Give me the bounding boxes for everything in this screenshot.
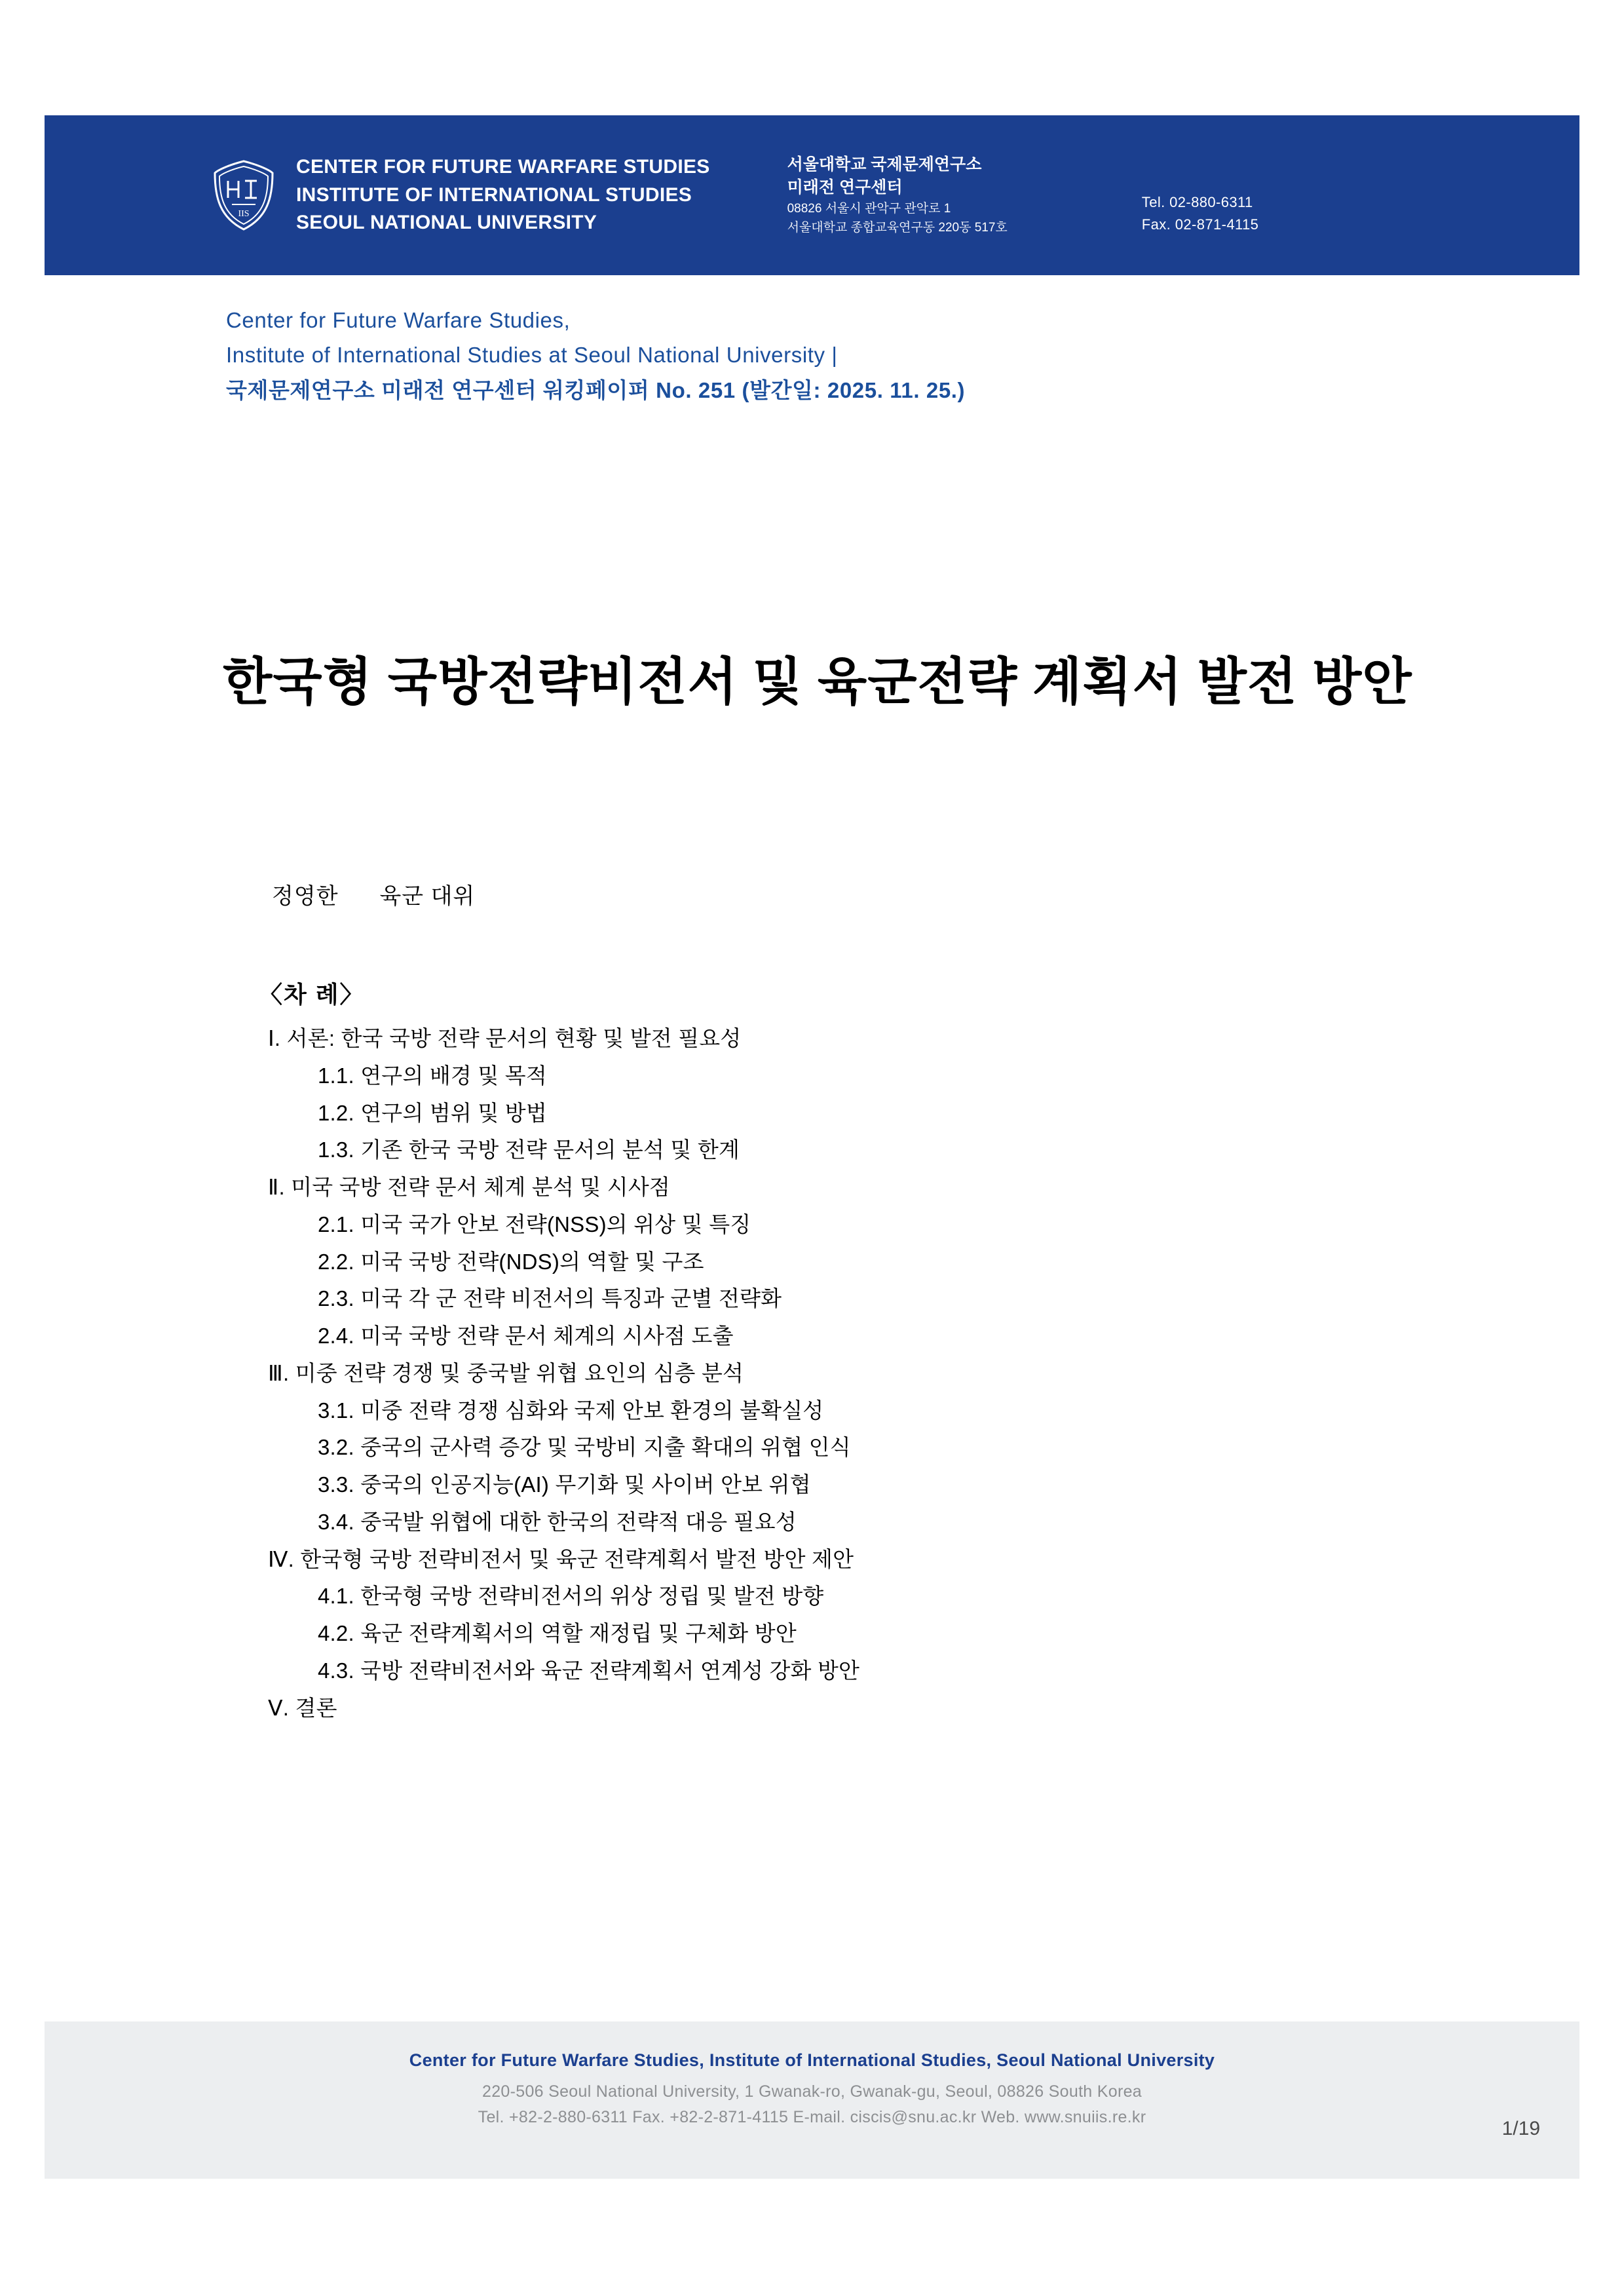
toc-item[interactable]: 2.1. 미국 국가 안보 전략(NSS)의 위상 및 특징 bbox=[318, 1212, 751, 1236]
toc-item[interactable]: Ⅲ. 미중 전략 경쟁 및 중국발 위협 요인의 심층 분석 bbox=[268, 1360, 744, 1385]
address-building: 서울대학교 종합교육연구동 220동 517호 bbox=[787, 221, 1008, 235]
address-street: 08826 서울시 관악구 관악로 1 bbox=[787, 202, 951, 216]
org-line-1: CENTER FOR FUTURE WARFARE STUDIES bbox=[296, 156, 710, 178]
toc-item[interactable]: 1.3. 기존 한국 국방 전략 문서의 분석 및 한계 bbox=[318, 1138, 740, 1162]
toc-item[interactable]: 3.1. 미중 전략 경쟁 심화와 국제 안보 환경의 불확실성 bbox=[318, 1398, 824, 1423]
page-number: 1/19 bbox=[1501, 2118, 1540, 2139]
toc-item[interactable]: 1.1. 연구의 배경 및 목적 bbox=[318, 1063, 547, 1088]
toc-item[interactable]: 2.2. 미국 국방 전략(NDS)의 역할 및 구조 bbox=[318, 1249, 704, 1274]
author-name: 정영한 bbox=[272, 884, 339, 909]
document-header-bar bbox=[45, 115, 1579, 275]
toc-item[interactable]: 3.4. 중국발 위협에 대한 한국의 전략적 대응 필요성 bbox=[318, 1509, 797, 1534]
toc-item[interactable]: 4.2. 육군 전략계획서의 역할 재정립 및 구체화 방안 bbox=[318, 1621, 797, 1645]
organization-name-block bbox=[296, 153, 710, 237]
toc-item[interactable]: 2.4. 미국 국방 전략 문서 체계의 시사점 도출 bbox=[318, 1324, 734, 1348]
toc-item[interactable]: 4.3. 국방 전략비전서와 육군 전략계획서 연계성 강화 방안 bbox=[318, 1658, 860, 1683]
toc-item[interactable]: Ⅱ. 미국 국방 전략 문서 체계 분석 및 시사점 bbox=[268, 1175, 671, 1199]
toc-item[interactable]: Ⅰ. 서론: 한국 국방 전략 문서의 현황 및 발전 필요성 bbox=[268, 1026, 742, 1050]
toc-item[interactable]: 3.3. 중국의 인공지능(AI) 무기화 및 사이버 안보 위협 bbox=[318, 1472, 811, 1497]
author-affiliation: 육군 대위 bbox=[379, 884, 476, 909]
toc-heading: 〈차 례〉 bbox=[259, 981, 365, 1008]
footer-content bbox=[45, 2021, 1579, 2127]
ident-line-2: Institute of International Studies at Seoul National University | bbox=[226, 343, 838, 368]
header-content bbox=[45, 153, 1579, 237]
footer-title: Center for Future Warfare Studies, Institute of International Studies, Seoul National University bbox=[409, 2050, 1215, 2070]
ident-line-3: 국제문제연구소 미래전 연구센터 워킹페이퍼 No. 251 (발간일: 2025. 11. 25.) bbox=[226, 377, 966, 402]
svg-text:IIS: IIS bbox=[238, 209, 250, 219]
address-block bbox=[787, 153, 1008, 237]
contact-fax: Fax. 02-871-4115 bbox=[1141, 216, 1259, 233]
toc-item[interactable]: 3.2. 중국의 군사력 증강 및 국방비 지출 확대의 위협 인식 bbox=[318, 1435, 851, 1460]
org-line-2: INSTITUTE OF INTERNATIONAL STUDIES bbox=[296, 183, 692, 206]
page-title: 한국형 국방전략비전서 및 육군전략 계획서 발전 방안 bbox=[223, 653, 1412, 711]
toc-item[interactable]: 4.1. 한국형 국방 전략비전서의 위상 정립 및 발전 방향 bbox=[318, 1584, 824, 1609]
org-line-3: SEOUL NATIONAL UNIVERSITY bbox=[296, 212, 597, 234]
toc-item[interactable]: Ⅳ. 한국형 국방 전략비전서 및 육군 전략계획서 발전 방안 제안 bbox=[268, 1546, 854, 1571]
address-institute-ko: 서울대학교 국제문제연구소 bbox=[787, 155, 982, 174]
toc-item[interactable]: Ⅴ. 결론 bbox=[268, 1695, 337, 1720]
address-center-ko: 미래전 연구센터 bbox=[787, 178, 903, 197]
document-footer bbox=[45, 2021, 1579, 2179]
contact-block bbox=[1142, 191, 1258, 236]
contact-tel: Tel. 02-880-6311 bbox=[1141, 194, 1253, 211]
table-of-contents bbox=[259, 976, 1490, 1727]
footer-contact: Tel. +82-2-880-6311 Fax. +82-2-871-4115 E-mail. ciscis@snu.ac.kr Web. www.snuiis.re.kr bbox=[478, 2108, 1146, 2126]
snu-crest-icon bbox=[208, 159, 279, 232]
footer-address: 220-506 Seoul National University, 1 Gwanak-ro, Gwanak-gu, Seoul, 08826 South Korea bbox=[482, 2082, 1142, 2101]
working-paper-identification bbox=[226, 303, 1471, 408]
author-line bbox=[272, 878, 475, 910]
ident-line-1: Center for Future Warfare Studies, bbox=[226, 308, 571, 332]
toc-item[interactable]: 1.2. 연구의 범위 및 방법 bbox=[318, 1100, 547, 1125]
toc-item[interactable]: 2.3. 미국 각 군 전략 비전서의 특징과 군별 전략화 bbox=[318, 1286, 782, 1311]
